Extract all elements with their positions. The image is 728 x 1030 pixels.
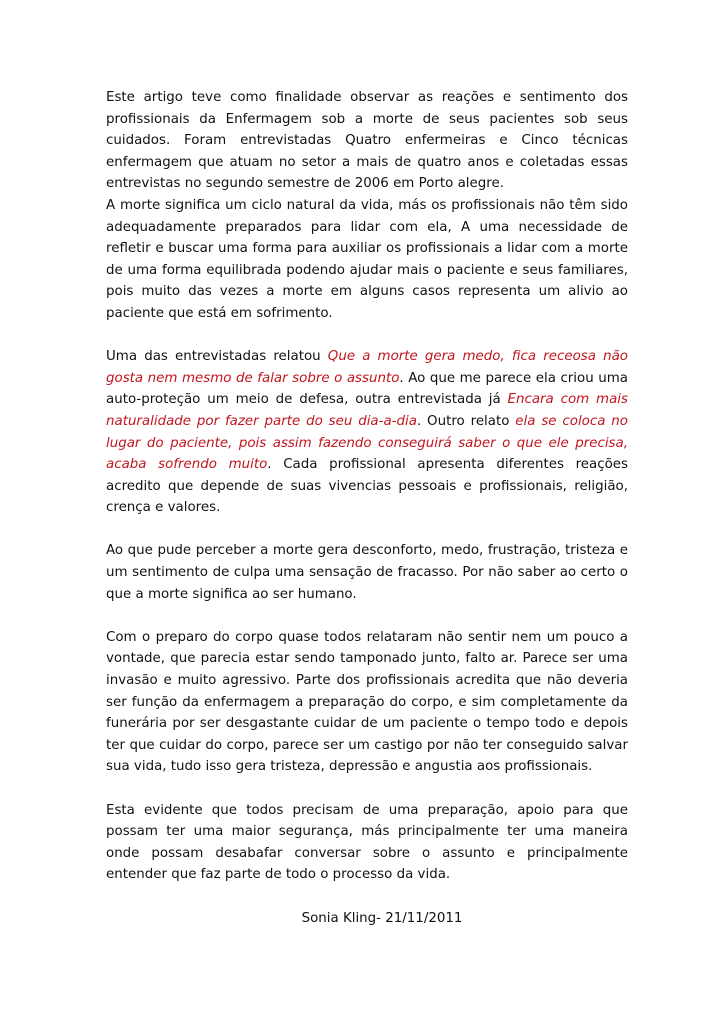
paragraph-intro: Este artigo teve como finalidade observar as reações e sentimento dos profissionais da Enfermagem sob a morte de seus pacientes sob seus cuidados. Foram entrevistadas Quatro enfermeiras e Cinco técnicas enfermagem que atuam no setor a mais de quatro anos e coletadas essas entrevistas no segundo semestre de 2006 em Porto alegre.: [106, 90, 628, 192]
paragraph-death-meaning: A morte significa um ciclo natural da vida, más os profissionais não têm sido adequadamente preparados para lidar com ela, A uma necessidade de refletir e buscar uma forma para auxiliar os profissionais a lidar com a morte de uma forma equilibrada podendo ajudar mais o paciente e seus familiares, pois muito das vezes a morte em alguns casos representa um alivio ao paciente que está em sofrimento.: [106, 197, 628, 321]
quote-naturalness: Encara com mais naturalidade por fazer parte do seu dia-a-dia: [106, 392, 628, 429]
signature-line: Sonia Kling- 21/11/2011: [301, 910, 463, 926]
paragraph-body-preparation: Com o preparo do corpo quase todos relataram não sentir nem um pouco a vontade, que parecia estar sendo tamponado junto, falto ar. Parece ser uma invasão e muito agressivo. Parte dos profissionais acredita que não deveria ser função da enfermagem a preparação do corpo, e sim completamente da funerária por ser desgastante cuidar de um paciente o tempo todo e depois ter que cuidar do corpo, parece ser um castigo por não ter conseguido salvar sua vida, tudo isso gera tristeza, depressão e angustia aos profissionais.: [106, 629, 628, 775]
document-page: [106, 87, 628, 929]
quote-empathy: ela se coloca no lugar do paciente, pois assim fazendo conseguirá saber o que ele precisa, acaba sofrendo muito: [106, 413, 628, 473]
paragraph-conclusion: Esta evidente que todos precisam de uma preparação, apoio para que possam ter uma maior segurança, más principalmente ter uma maneira onde possam desabafar conversar sobre o assunto e principalmente entender que faz parte de todo o processo da vida.: [106, 802, 628, 883]
paragraph-interviews: [106, 346, 628, 519]
paragraph-feelings: Ao que pude perceber a morte gera desconforto, medo, frustração, tristeza e um sentimento de culpa uma sensação de fracasso. Por não saber ao certo o que a morte significa ao ser humano.: [106, 543, 628, 602]
paragraph-text: . Cada profissional apresenta diferentes reações acredito que depende de suas vivencias pessoais e profissionais, religião, crença e valores.: [106, 457, 629, 516]
quote-fear: Que a morte gera medo, fica receosa não gosta nem mesmo de falar sobre o assunto: [106, 349, 628, 386]
paragraph-text: . Outro relato: [416, 413, 516, 429]
paragraph-text: . Ao que me parece ela criou uma auto-proteção um meio de defesa, outra entrevistada já: [106, 370, 628, 408]
paragraph-text: Uma das entrevistadas relatou: [106, 349, 328, 365]
